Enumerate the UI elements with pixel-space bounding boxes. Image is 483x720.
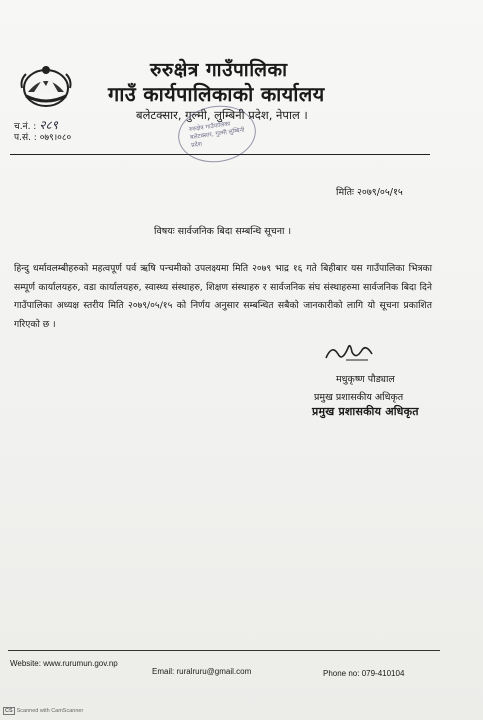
office-address: बलेटक्सार, गुल्मी, लुम्बिनी प्रदेश, नेपाल । (136, 108, 308, 122)
footer-email: Email: ruralruru@gmail.com (152, 667, 252, 676)
footer-website: Website: www.rurumun.gov.np (10, 659, 118, 668)
scanner-watermark (3, 707, 83, 715)
footer-divider (8, 650, 440, 651)
signatory-stamp: प्रमुख प्रशासकीय अधिकृत (312, 405, 419, 418)
header-divider (10, 154, 430, 155)
scanner-text: Scanned with CamScanner (16, 708, 84, 714)
letter-body: हिन्दु धर्मावलम्बीहरुको महत्वपूर्ण पर्व ऋषि पन्चमीको उपलक्ष्यमा मिति २०७९ भाद्र १६ गते बिहीबार यस गाउँपालिका भित्रका सम्पूर्ण कार्यालयहरु, वडा कार्यालयहरु, स्वास्थ्य संस्थाहरु, शिक्षण संस्थाहरु र सार्वजनिक संघ संस्थाहरुमा सार्वजनिक बिदा दिने गाउँपालिका अध्यक्ष स्तरीय मिति २०७९/०५/१५ को निर्णय अनुसार सम्बन्धित सबैको जानकारीको लागि यो सूचना प्रकाशित गरिएको छ । (14, 263, 432, 330)
camscanner-icon: CS (5, 708, 13, 714)
signatory-title: प्रमुख प्रशासकीय अधिकृत (314, 392, 404, 403)
letter-date: मितिः २०७९/०५/१५ (336, 187, 403, 198)
fiscal-year-value: ०७९।०८० (39, 133, 72, 143)
ref-number-value: २८९ (39, 118, 58, 132)
office-name: गाउँ कार्यपालिकाको कार्यालय (108, 82, 325, 106)
nepal-emblem-icon (18, 62, 74, 110)
signatory-name: मधुकृष्ण पौड्याल (336, 374, 395, 385)
office-stamp-text: रुरुक्षेत्र गाउँपालिका बलेटक्सार, गुल्मी लुम्बिनी प्रदेश (188, 120, 245, 150)
fiscal-year (14, 130, 71, 143)
signature-scribble (322, 338, 382, 364)
footer-phone: Phone no: 079-410104 (323, 669, 405, 678)
fiscal-year-label: प.सं. : (14, 133, 37, 143)
letter-subject: विषयः सार्वजनिक बिदा सम्बन्धि सूचना । (154, 226, 292, 237)
org-name: रुरुक्षेत्र गाउँपालिका (150, 59, 288, 81)
ref-number-label: च.नं. : (14, 122, 37, 132)
